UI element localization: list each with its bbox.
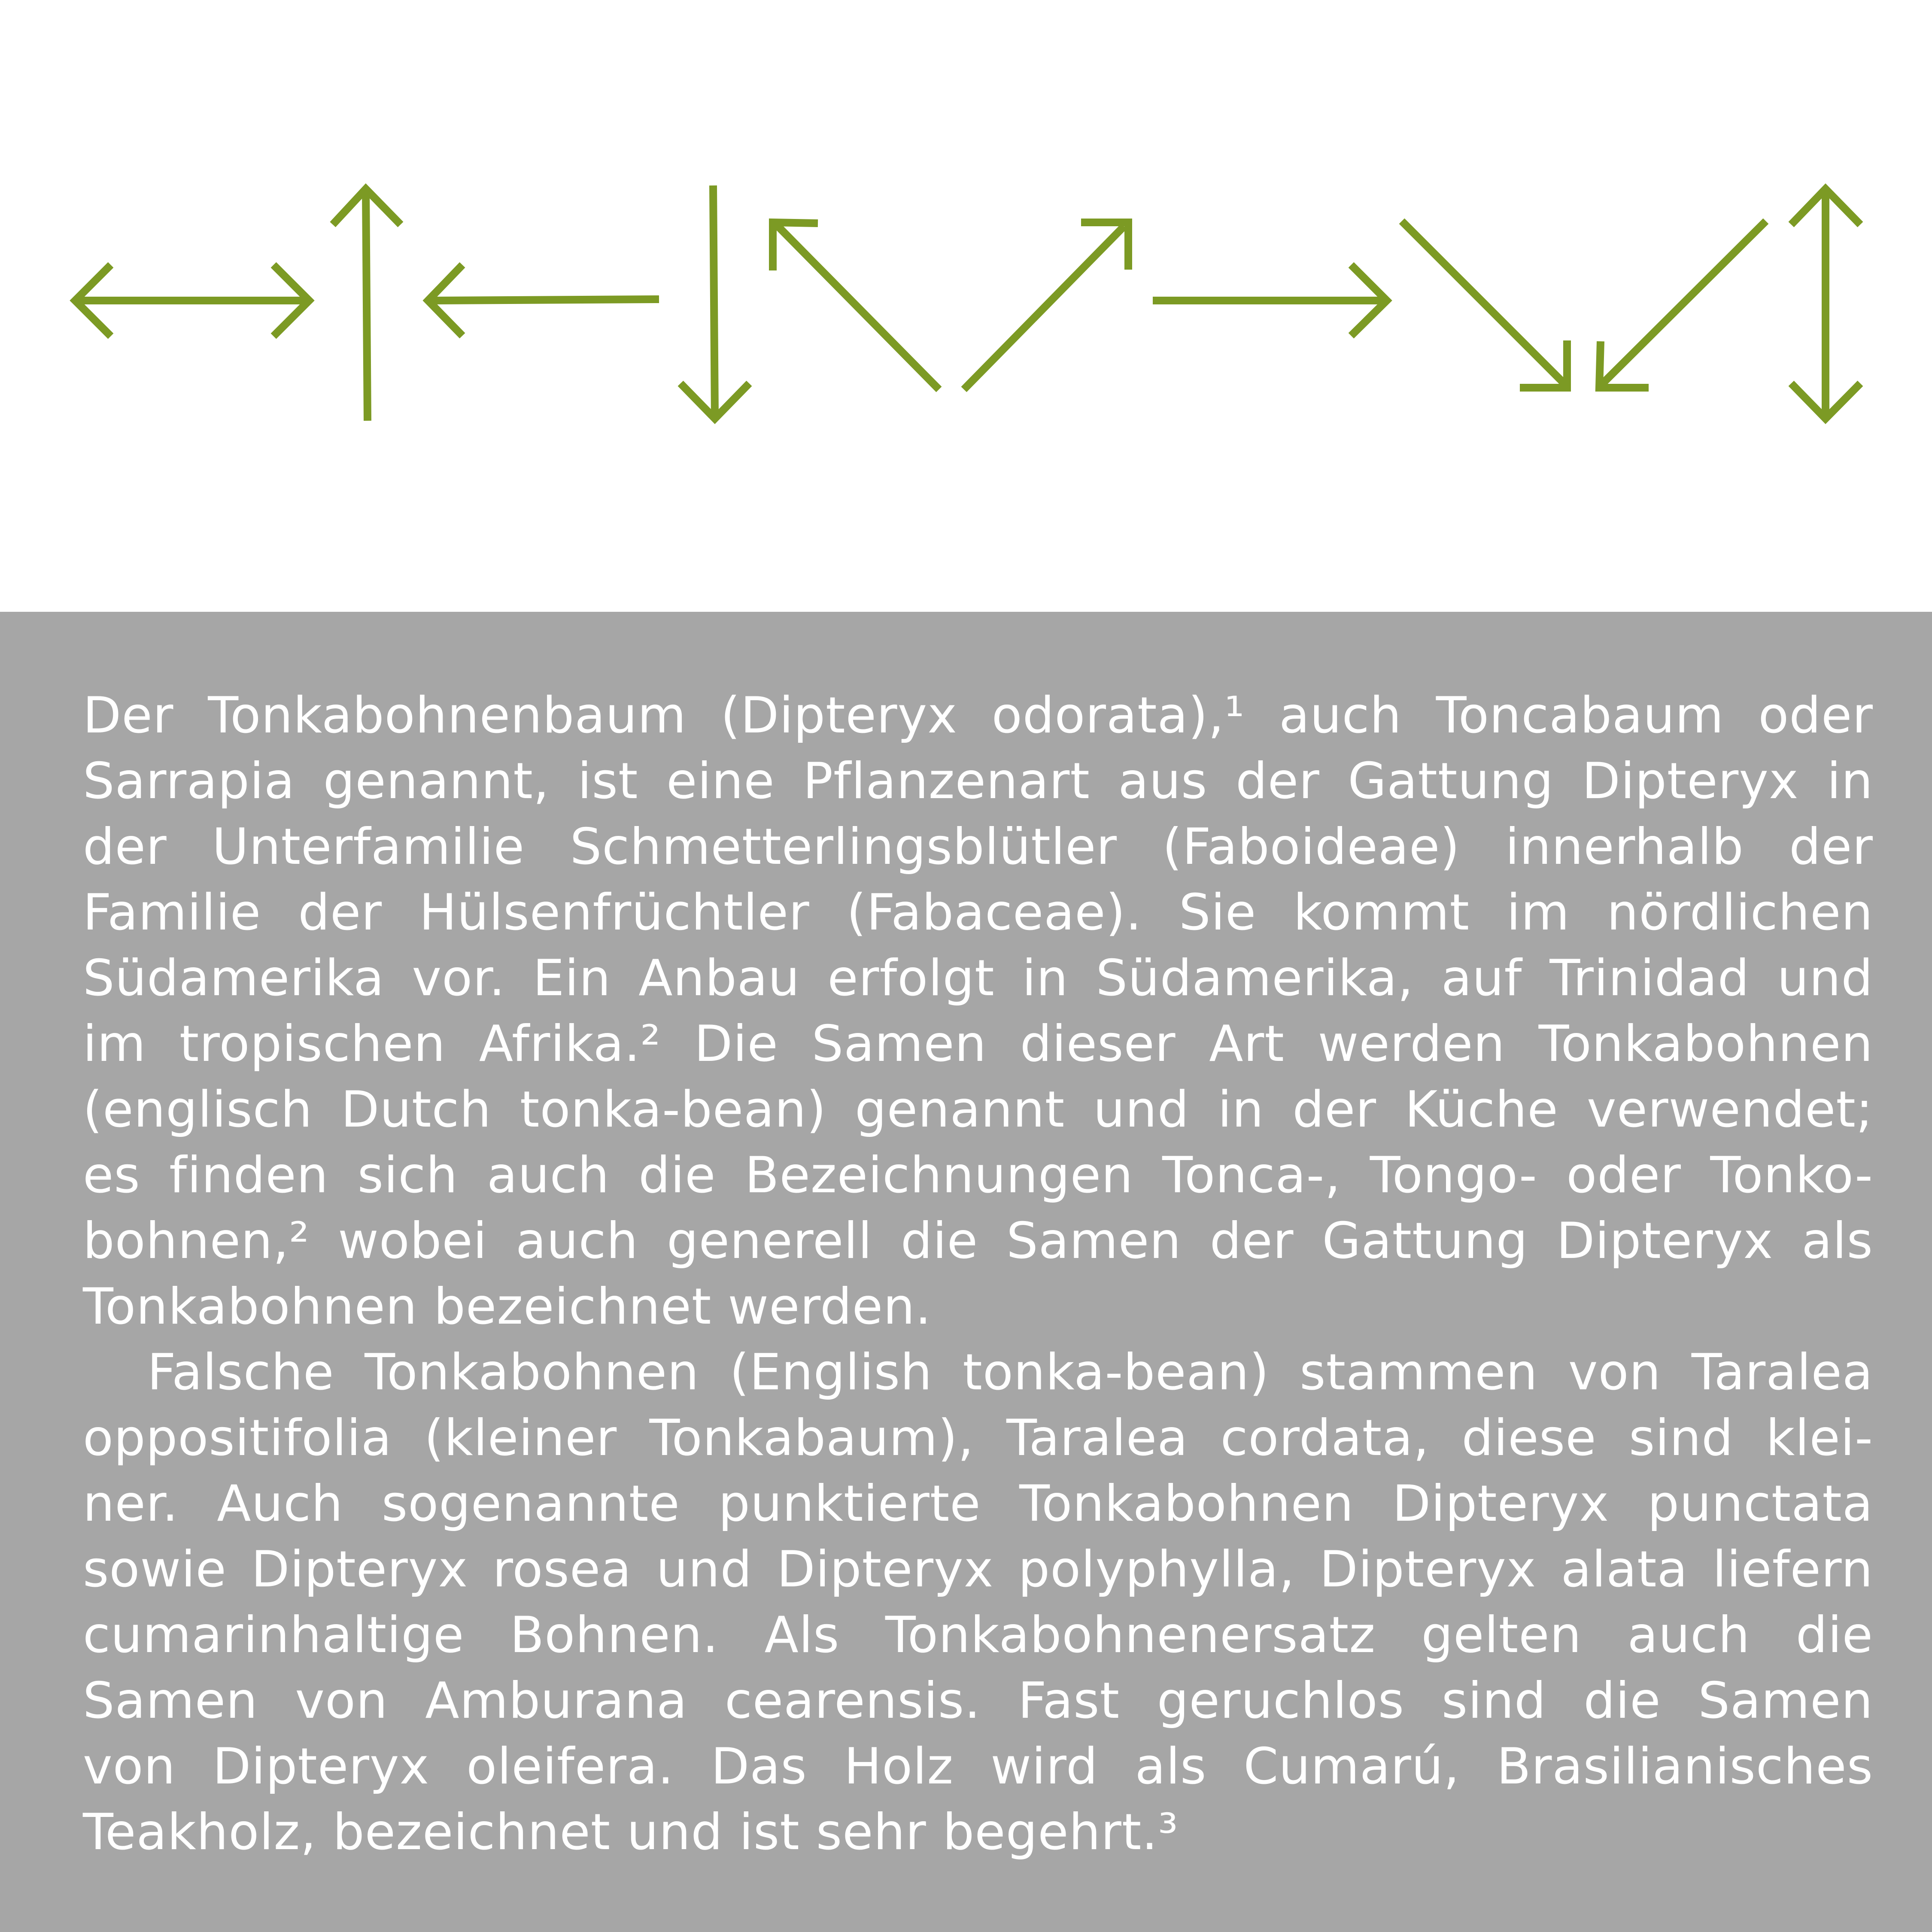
text-line: Tonkabohnen bezeichnet werden. <box>83 1278 932 1336</box>
text-line: Südamerika vor. Ein Anbau erfolgt in Südamerika, auf Trinidad und <box>83 949 1873 1007</box>
down-right-arrow-icon <box>1402 221 1567 388</box>
text-line: sowie Dipteryx rosea und Dipteryx polyphylla, Dipteryx alata liefern <box>83 1540 1873 1598</box>
up-down-arrow-icon <box>1791 189 1860 419</box>
text-line: Sarrapia genannt, ist eine Pflanzenart aus der Gattung Dipteryx in <box>83 752 1873 810</box>
text-line: der Unterfamilie Schmetterlingsblütler (Faboideae) innerhalb der <box>83 818 1873 876</box>
text-line: ner. Auch sogenannte punktierte Tonkabohnen Dipteryx punctata <box>83 1475 1873 1533</box>
text-line-indented: Falsche Tonkabohnen (English tonka-bean) stammen von Taralea <box>147 1343 1873 1401</box>
up-arrow-icon <box>333 189 401 421</box>
text-line: bohnen,² wobei auch generell die Samen der Gattung Dipteryx als <box>83 1212 1873 1270</box>
text-line: Samen von Amburana cearensis. Fast geruchlos sind die Samen <box>83 1672 1873 1730</box>
text-line: (englisch Dutch tonka-bean) genannt und in der Küche verwendet; <box>83 1081 1873 1139</box>
text-line: es finden sich auch die Bezeichnungen Tonca-, Tongo- oder Tonko- <box>83 1146 1873 1204</box>
right-arrow-icon <box>1153 265 1387 336</box>
left-right-arrow-icon <box>75 265 309 336</box>
text-line: im tropischen Afrika.² Die Samen dieser Art werden Tonkabohnen <box>83 1015 1873 1073</box>
text-line: Familie der Hülsenfrüchtler (Fabaceae). Sie kommt im nördlichen <box>83 884 1873 942</box>
text-line: von Dipteryx oleifera. Das Holz wird als Cumarú, Brasilianisches <box>83 1738 1873 1795</box>
text-line: cumarinhaltige Bohnen. Als Tonkabohnenersatz gelten auch die <box>83 1606 1873 1664</box>
left-arrow-icon <box>428 265 659 336</box>
arrow-row <box>0 0 1932 612</box>
text-line: oppositifolia (kleiner Tonkabaum), Taralea cordata, diese sind klei- <box>83 1409 1873 1467</box>
body-text <box>83 683 1873 1865</box>
text-line: Der Tonkabohnenbaum (Dipteryx odorata),¹ auch Toncabaum oder <box>83 687 1873 744</box>
up-left-arrow-icon <box>773 222 939 389</box>
up-right-arrow-icon <box>964 222 1128 389</box>
down-arrow-icon <box>680 185 749 419</box>
text-line: Teakholz, bezeichnet und ist sehr begehrt.³ <box>83 1803 1179 1861</box>
down-left-arrow-icon <box>1599 221 1766 388</box>
text-panel <box>0 612 1932 1932</box>
